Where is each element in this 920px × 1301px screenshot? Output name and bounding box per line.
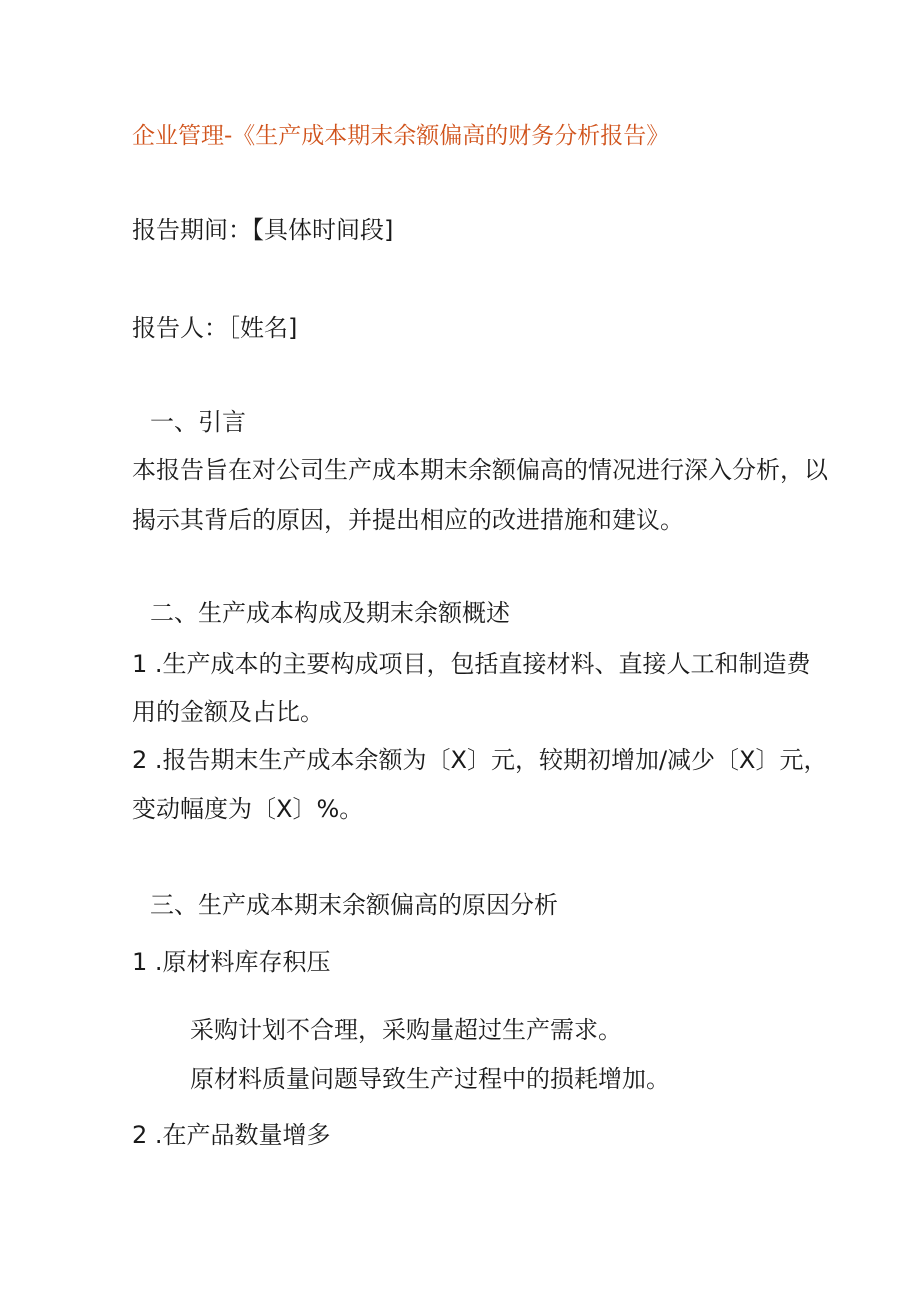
report-period: 报告期间：【具体时间段] xyxy=(132,216,394,244)
reporter: 报告人：［姓名] xyxy=(132,314,298,342)
document-title: 企业管理-《生产成本期末余额偏高的财务分析报告》 xyxy=(132,123,670,149)
causes-item-2: 2 .在产品数量增多 xyxy=(132,1121,331,1149)
causes-item-1-sub-2: 原材料质量问题导致生产过程中的损耗增加。 xyxy=(190,1065,670,1093)
intro-paragraph-line-1: 本报告旨在对公司生产成本期末余额偏高的情况进行深入分析，以 xyxy=(132,456,828,484)
overview-item-1-line-1: 1 .生产成本的主要构成项目，包括直接材料、直接人工和制造费 xyxy=(132,650,811,678)
section-heading-intro: 一、引言 xyxy=(150,408,246,436)
overview-item-2-line-1: 2 .报告期末生产成本余额为〔X〕元，较期初增加/减少〔X〕元， xyxy=(132,746,828,774)
overview-item-2-line-2: 变动幅度为〔X〕%。 xyxy=(132,795,364,823)
overview-item-1-line-2: 用的金额及占比。 xyxy=(132,698,324,726)
section-heading-causes: 三、生产成本期末余额偏高的原因分析 xyxy=(150,891,558,919)
section-heading-overview: 二、生产成本构成及期末余额概述 xyxy=(150,599,510,627)
intro-paragraph-line-2: 揭示其背后的原因，并提出相应的改进措施和建议。 xyxy=(132,506,684,534)
causes-item-1-sub-1: 采购计划不合理，采购量超过生产需求。 xyxy=(190,1016,622,1044)
causes-item-1: 1 .原材料库存积压 xyxy=(132,948,331,976)
